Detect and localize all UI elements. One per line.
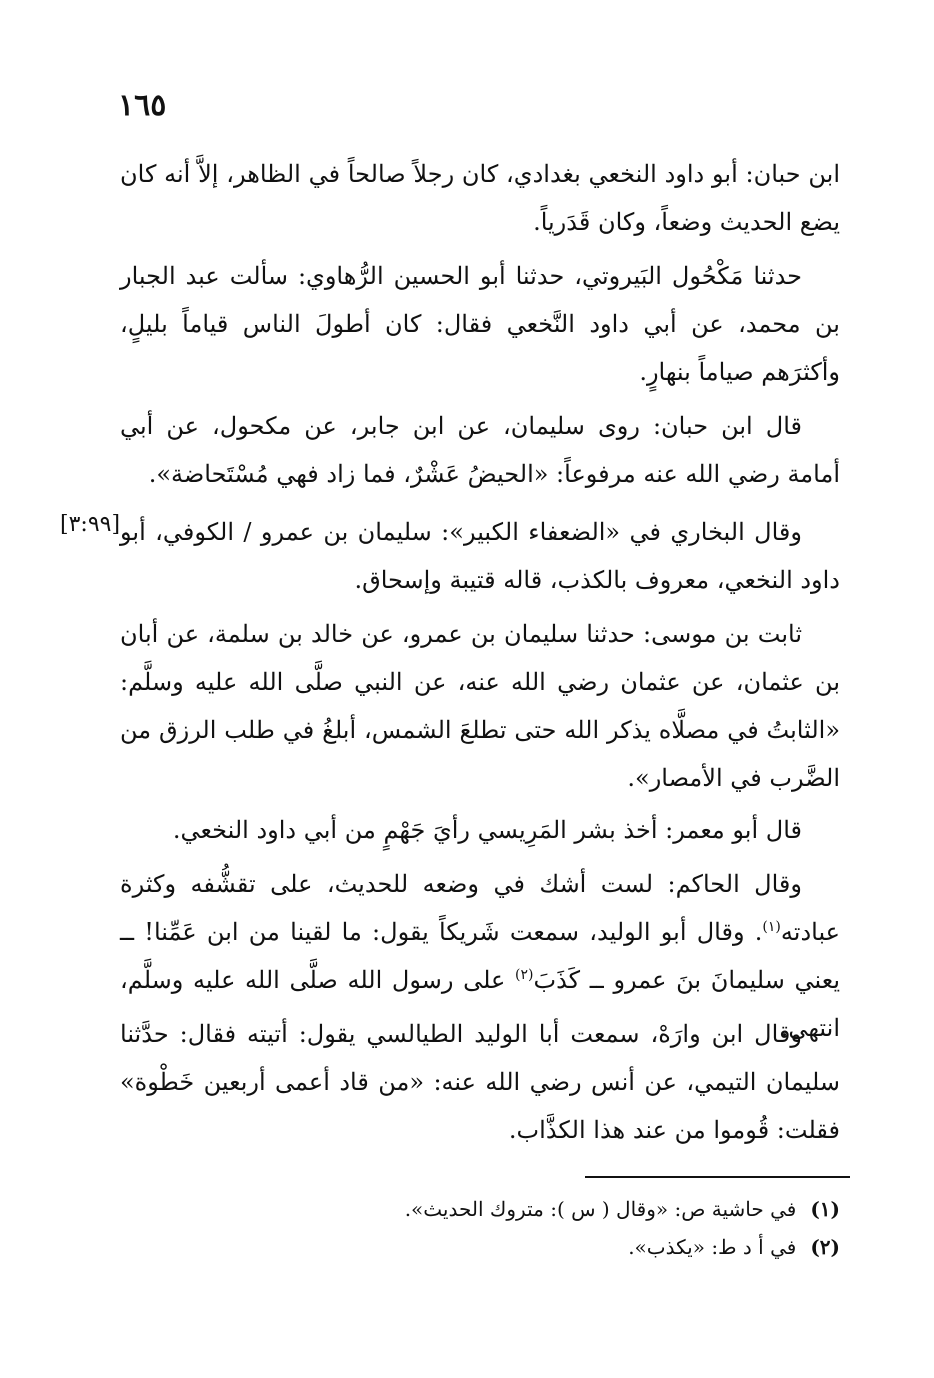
body-text-block-4 xyxy=(120,508,840,604)
footnote-separator xyxy=(585,1176,850,1178)
paragraph-abu-mamar: قال أبو معمر: أخذ بشر المَرِيسي رأيَ جَهْمٍ من أبي داود النخعي. xyxy=(172,816,802,844)
body-text-block-6 xyxy=(120,806,840,854)
footnote-1 xyxy=(200,1190,840,1228)
paragraph-makhul: حدثنا مَكْحُول البَيروتي، حدثنا أبو الحسين الرُّهاوي: سألت عبد الجبار بن محمد، عن أبي داود النَّخعي فقال: كان أطولَ الناس قياماً بليلٍ، وأكثرَهم صياماً بنهارٍ. xyxy=(120,262,840,386)
body-text-block-2 xyxy=(120,252,840,396)
footnote-1-number: (١) xyxy=(810,1197,840,1221)
paragraph-ibn-warah: وقال ابن وارَهْ، سمعت أبا الوليد الطيالسي يقول: أتيته فقال: حدَّثنا سليمان التيمي، عن أنس رضي الله عنه: «من قاد أعمى أربعين خَطْوة» فقلت: قُوموا من عند هذا الكذَّاب. xyxy=(120,1020,840,1144)
footnote-1-text: في حاشية ص: «وقال ( س ): متروك الحديث». xyxy=(404,1197,797,1221)
paragraph-ibn-hibban: ابن حبان: أبو داود النخعي بغدادي، كان رجلاً صالحاً في الظاهر، إلاَّ أنه كان يضع الحديث وضعاً، وكان قَدَرياً. xyxy=(120,160,841,236)
volume-page-reference: [٣:٩٩] xyxy=(60,512,121,537)
body-text-block-3 xyxy=(120,402,840,498)
footnote-2-text: في أ د ط: «يكذب». xyxy=(628,1235,797,1259)
paragraph-thabit: ثابت بن موسى: حدثنا سليمان بن عمرو، عن خالد بن سلمة، عن أبان بن عثمان، عن عثمان رضي الله عنه، عن النبي صلَّى الله عليه وسلَّم: «الثابتُ في مصلَّاه يذكر الله حتى تطلعَ الشمس، أبلغُ في طلب الرزق من الضَّرب في الأمصار». xyxy=(120,620,840,792)
footnote-marker-2[interactable]: (٢) xyxy=(515,967,534,983)
body-text-block-5 xyxy=(120,610,840,802)
hakim-part-1: وقال الحاكم: لست أشك في وضعه للحديث، على تقشُّفه وكثرة عبادته xyxy=(120,870,840,946)
page-number: ١٦٥ xyxy=(118,88,167,123)
footnote-2 xyxy=(200,1228,840,1266)
footnote-marker-1[interactable]: (١) xyxy=(762,919,781,935)
paragraph-bukhari: وقال البخاري في «الضعفاء الكبير»: سليمان بن عمرو / الكوفي، أبو داود النخعي، معروف بالكذب، قاله قتيبة وإسحاق. xyxy=(120,518,840,594)
body-text-block-8 xyxy=(120,1010,840,1154)
hakim-part-3: على رسول الله صلَّى الله عليه وسلَّم، انتهى. xyxy=(120,966,840,1042)
hakim-part-2: . وقال أبو الوليد، سمعت شَريكاً يقول: ما لقينا من ابن عَمِّنا! ــ يعني سليمانَ بنَ عمرو ــ كَذَبَ xyxy=(120,918,841,994)
paragraph-ibn-hibban-narration: قال ابن حبان: روى سليمان، عن ابن جابر، عن مكحول، عن أبي أمامة رضي الله عنه مرفوعاً: «الحيضُ عَشْرٌ، فما زاد فهي مُسْتَحاضة». xyxy=(120,412,840,488)
footnote-2-number: (٢) xyxy=(810,1235,840,1259)
body-text-block-1 xyxy=(120,150,840,246)
footnotes xyxy=(200,1190,840,1266)
